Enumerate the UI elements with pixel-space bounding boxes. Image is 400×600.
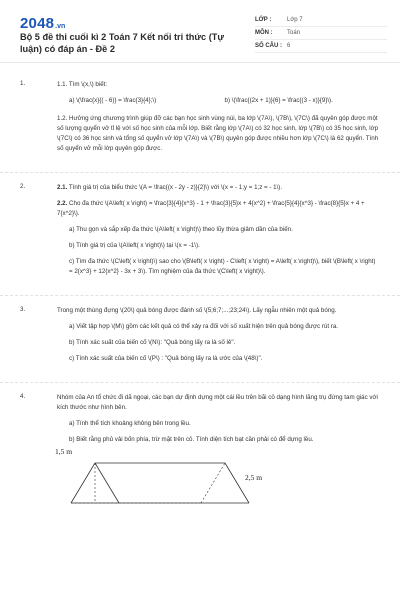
part-label: 2.2. (57, 200, 68, 207)
meta-value: Toán (287, 30, 301, 36)
question-4 (0, 383, 400, 523)
part-2-2 (57, 199, 380, 219)
question-number: 1. (20, 80, 26, 87)
question-number: 2. (20, 183, 26, 190)
part-label: 2.1. (57, 184, 68, 191)
question-body (57, 183, 380, 277)
question-body (57, 306, 380, 364)
sub-item-a: a) Thu gọn và sắp xếp đa thức \(A\left( x \right)\) theo lũy thừa giảm dần của biến. (69, 226, 293, 233)
sub-item-a: a) Tính thể tích khoảng không bên trong lều. (69, 420, 191, 427)
dimension-label-height: 1,5 m (55, 447, 73, 456)
part-2-1 (57, 183, 380, 193)
tent-figure (55, 447, 380, 511)
question-body (57, 393, 380, 511)
question-3 (0, 296, 400, 383)
meta-row-grade (255, 14, 387, 27)
meta-label: MÔN : (255, 30, 273, 36)
logo-text: 2048 (20, 15, 55, 32)
meta-value: Lớp 7 (287, 17, 303, 23)
question-body (57, 80, 380, 154)
meta-row-subject (255, 27, 387, 40)
sub-item-c: c) Tìm đa thức \(C\left( x \right)\) sao cho \(B\left( x \right) - C\left( x \right) = A\left( x \right)\), biết \(B\left( x \right) = 2{x^3} + 12{x^2} - 3x + 3\). Tìm nghiệm của đa thức \(C\left( x \right)\). (69, 258, 376, 275)
header (0, 0, 400, 63)
dimension-label-slant: 2,5 m (245, 473, 263, 482)
meta-label: LỚP : (255, 17, 272, 23)
question-2 (0, 173, 400, 296)
tent-prism-diagram (57, 451, 387, 511)
question-paragraph: 1.2. Hưởng ứng chương trình giúp đỡ các bạn học sinh vùng núi, ba lớp \(7A\), \(7B\), \(7C\) đã quyên góp được một số lượng quyển vở tỉ lệ với số học sinh của mỗi lớp. Biết rằng lớp \(7A\) có 32 học sinh, lớp \(7B\) có 35 học sinh, lớp \(7C\) có 36 học sinh và tổng số quyển vở lớp \(7A\) và \(7B\) quyên góp được nhiều hơn lớp \(7C\) là 62 quyển. Tính số quyển vở mỗi lớp quyên góp được. (57, 115, 379, 152)
sub-item-b: b) \(\frac{(2x + 1)}{6} = \frac{(3 - x)}{9}\). (224, 97, 333, 104)
sub-item-b: b) Tính giá trị của \(A\left( x \right)\) tại \(x = -1\). (69, 242, 200, 249)
meta-value: 6 (287, 43, 291, 49)
part-text: Cho đa thức \(A\left( x \right) = \frac{3}{4}{x^3} - 1 + \frac{3}{5}x + 4{x^2} + \frac{5}{4}{x^3} - \frac{8}{5}x + 4 + 7{x^2}\). (57, 200, 365, 217)
site-logo[interactable] (20, 15, 65, 32)
question-number: 4. (20, 393, 26, 400)
sub-item-c: c) Tính xác suất của biến cố \(P\) : "Quả bóng lấy ra là ước của \(48\)". (69, 355, 263, 362)
question-text: 1.1. Tìm \(x,\) biết: (57, 81, 108, 88)
sub-item-b: b) Biết rằng phủ vải bốn phía, trừ mặt trên cỏ. Tính diện tích bạt cần phải có để dựng lều. (69, 436, 314, 443)
question-text: Trong một thùng đựng \(20\) quả bóng được đánh số \(5;6;7;...;23;24\). Lấy ngẫu nhiên một quả bóng. (57, 307, 337, 314)
document-title: Bộ 5 đề thi cuối kì 2 Toán 7 Kết nối tri thức (Tự luận) có đáp án - Đề 2 (20, 32, 225, 54)
part-text: Tính giá trị của biểu thức \(A = \frac{(x - 2y - z)}{2}\) với \(x = - 1;y = 1;z = - 1\). (67, 184, 283, 191)
questions-list (0, 70, 400, 523)
meta-row-count (255, 40, 387, 53)
logo-tld: .vn (55, 23, 66, 30)
sub-item-a: a) \(\frac{x}{( - 6)} = \frac{3}{4};\) (69, 97, 157, 104)
question-text: Nhóm của An tổ chức đi dã ngoại, các bạn dự định dựng một cái lều trên bãi cỏ dạng hình lăng trụ đứng tam giác với kích thước như hình bên. (57, 394, 378, 411)
sub-item-a: a) Viết tập hợp \(M\) gồm các kết quả có thể xảy ra đối với số xuất hiện trên quả bóng được rút ra. (69, 323, 338, 330)
sub-items (57, 96, 380, 106)
meta-table (255, 14, 387, 53)
question-number: 3. (20, 306, 26, 313)
sub-item-b: b) Tính xác suất của biến cố \(N\): "Quả bóng lấy ra là số lẻ". (69, 339, 236, 346)
question-1 (0, 70, 400, 173)
meta-label: SỐ CÂU : (255, 43, 282, 49)
